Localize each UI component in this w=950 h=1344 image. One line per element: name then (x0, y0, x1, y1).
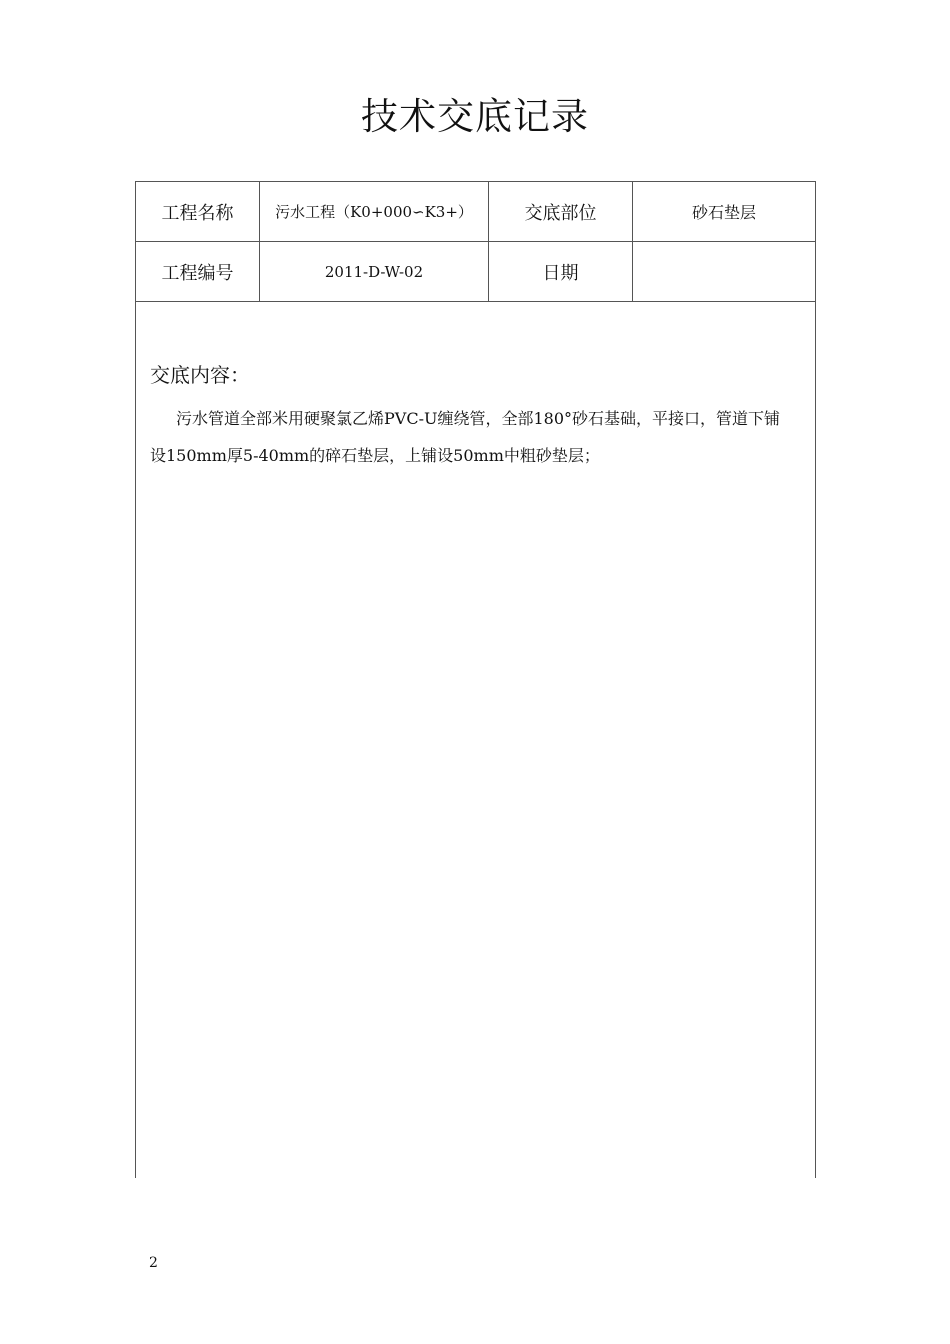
project-number-label: 工程编号 (136, 242, 260, 301)
date-value (633, 242, 815, 301)
content-label: 交底内容： (150, 363, 250, 387)
table-row (136, 242, 815, 302)
project-name-label: 工程名称 (136, 182, 260, 241)
table-row (136, 182, 815, 242)
location-label: 交底部位 (489, 182, 633, 241)
document-title: 技术交底记录 (361, 95, 589, 138)
location-value: 砂石垫层 (691, 203, 756, 222)
date-label: 日期 (489, 242, 633, 301)
page-number: 2 (149, 1255, 158, 1271)
content-body: 污水管道全部米用硬聚氯乙烯PVC-U缠绕管，全部180°砂石基础，平接口，管道下铺设150mm厚5-40mm的碎石垫层，上铺设50mm中粗砂垫层； (150, 409, 780, 465)
project-name-value: 污水工程（K0+000∽K3+） (260, 182, 489, 241)
project-number-value: 2011-D-W-02 (260, 242, 489, 301)
record-table (135, 181, 816, 1178)
